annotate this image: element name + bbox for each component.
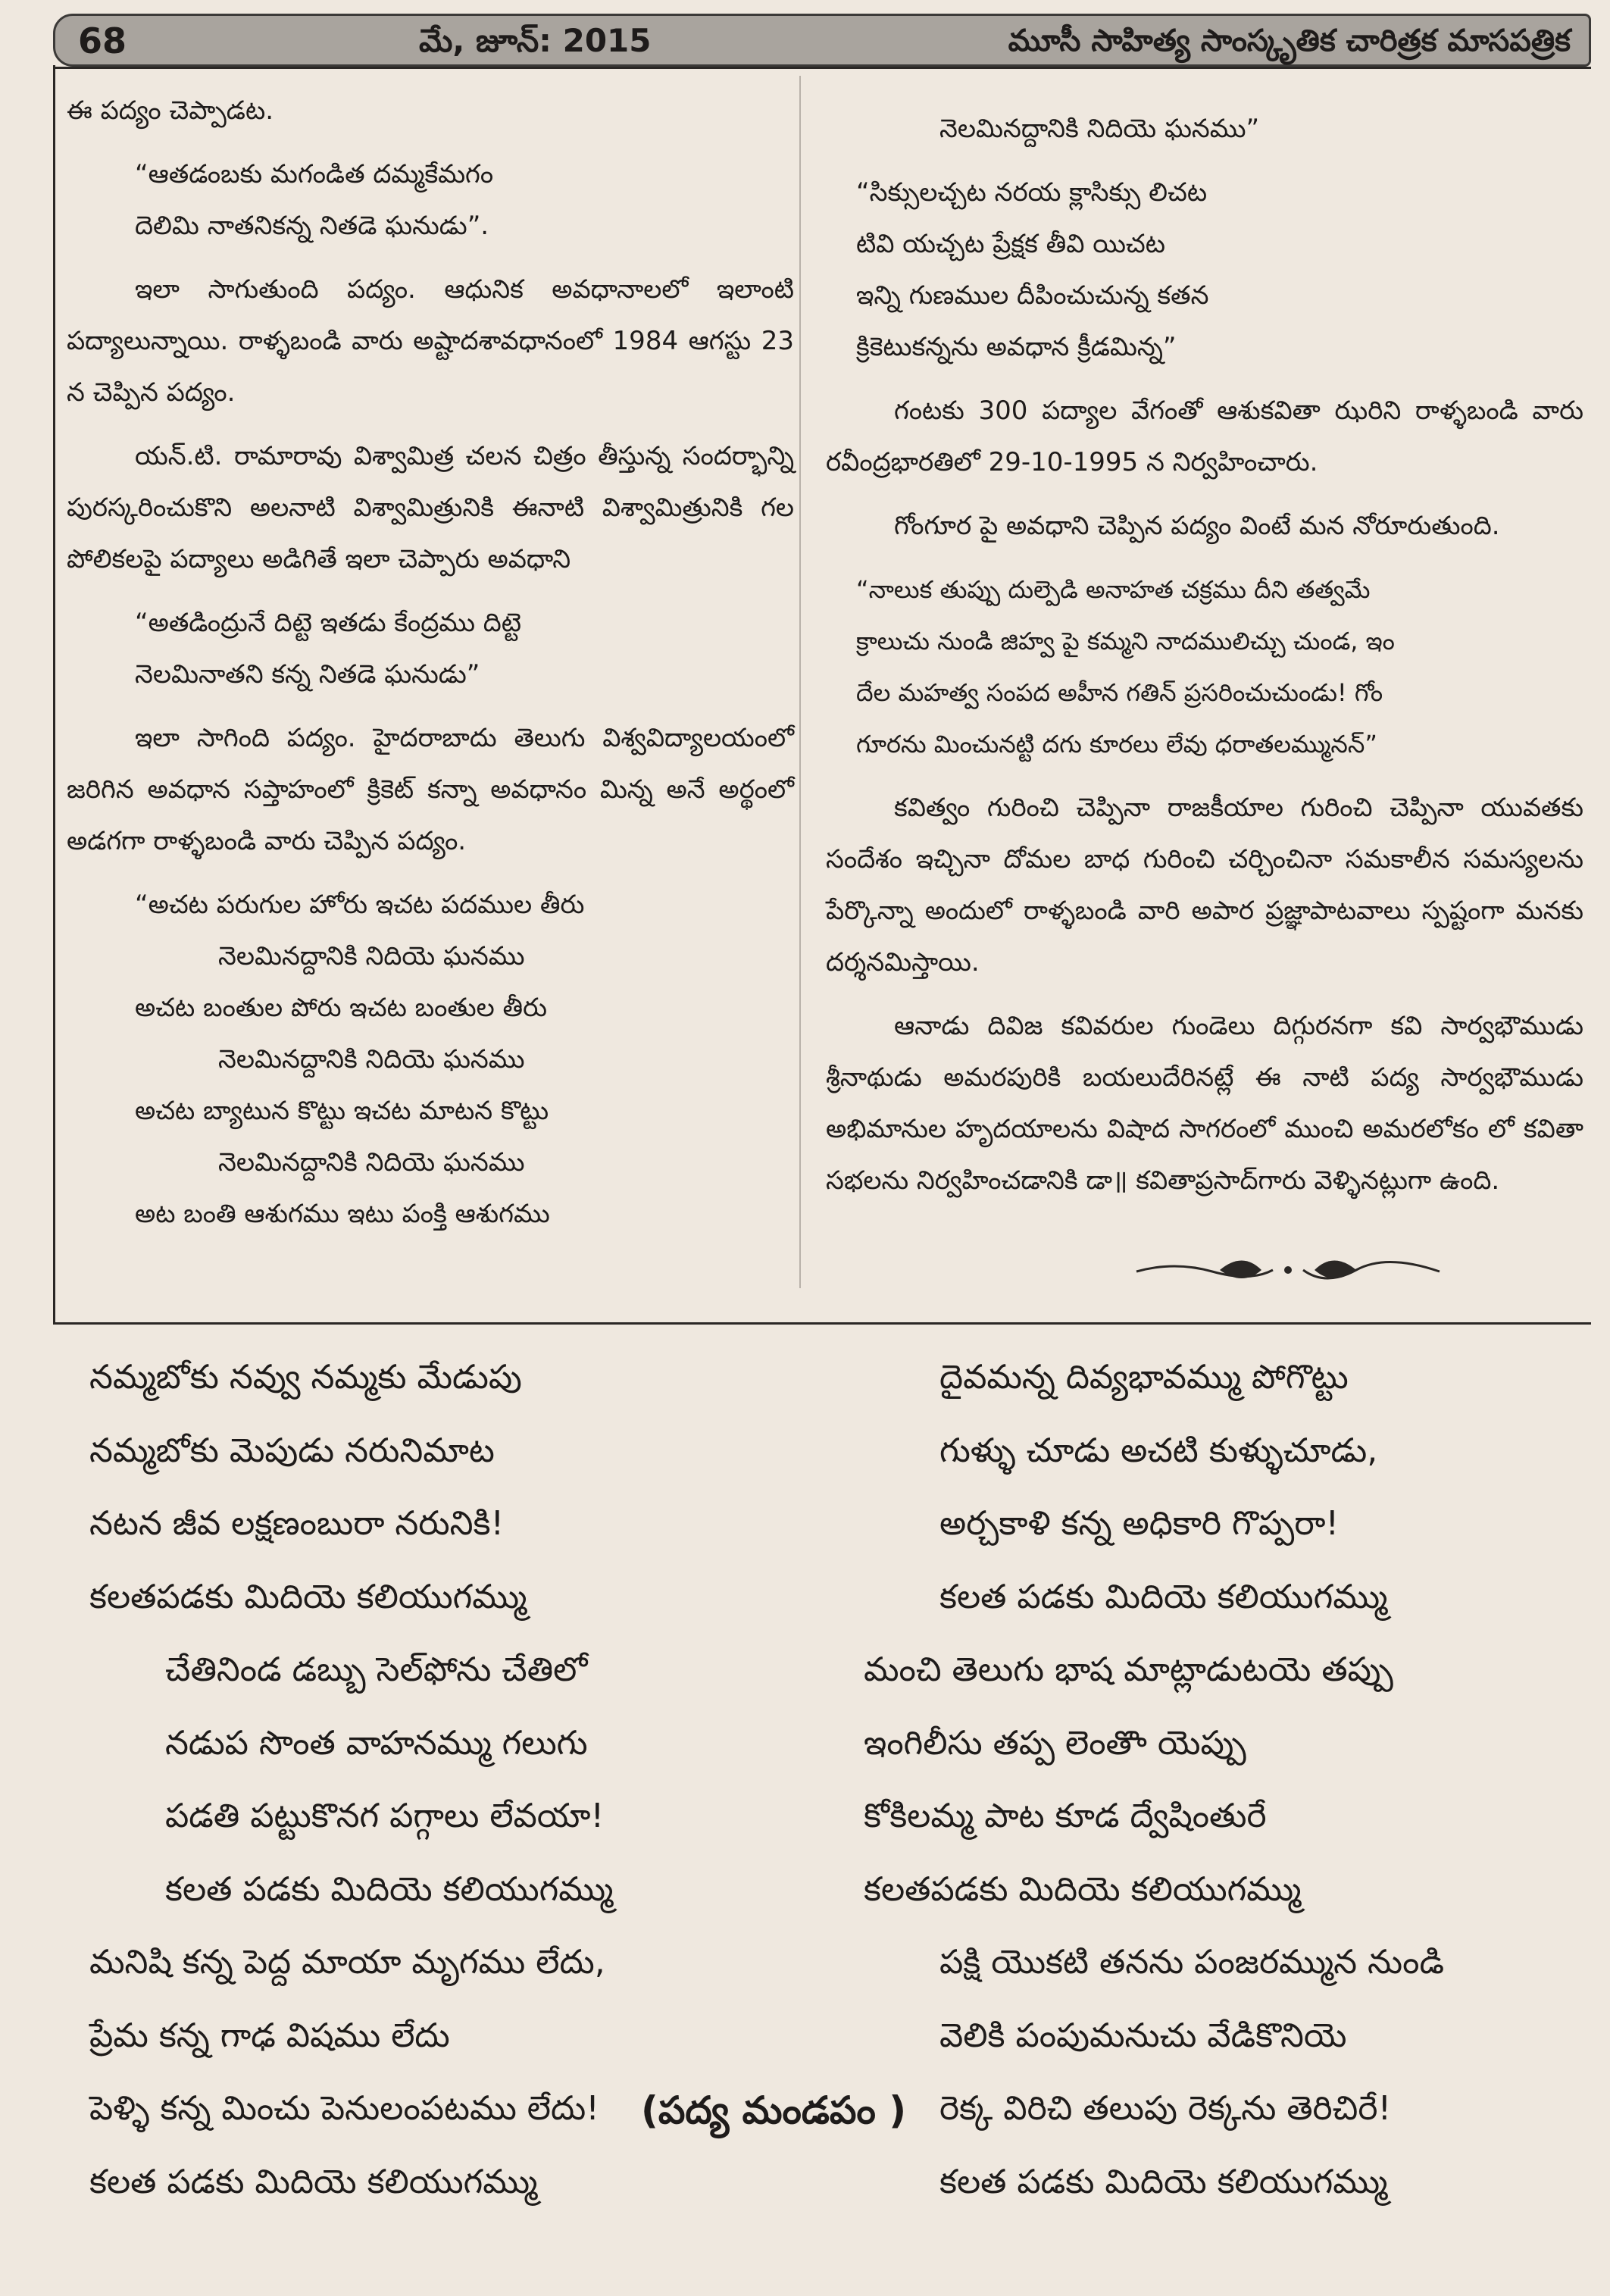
frame-top-border xyxy=(53,67,1591,69)
verse-line: టివి యచ్చట ప్రేక్షక తీవి యిచట xyxy=(856,229,1166,259)
poem-line: దైవమన్న దివ్యభావమ్ము పోగొట్టు xyxy=(939,1358,1349,1397)
verse-4 xyxy=(826,167,1583,373)
poem-line: గుళ్ళు చూడు అచటి కుళ్ళుచూడు, xyxy=(939,1431,1378,1470)
poem-line: మంచి తెలుగు భాష మాట్లాడుటయె తప్పు xyxy=(864,1650,1393,1689)
paragraph: ఇలా సాగింది పద్యం. హైదరాబాదు తెలుగు విశ్వవిద్యాలయంలో జరిగిన అవధాన సప్తాహంలో క్రికెట్ కన్నా అవధానం మిన్న అనే అర్థంలో అడగగా రాళ్ళబండి వారు చెప్పిన పద్యం. xyxy=(67,723,794,856)
left-column xyxy=(67,85,794,1252)
verse-line: క్రికెటుకన్నను అవధాన క్రీడమిన్న” xyxy=(856,332,1177,362)
poem-line: కోకిలమ్మ పాట కూడ ద్వేషింతురే xyxy=(864,1797,1267,1835)
verse-line: అచట బంతుల పోరు ఇచట బంతుల తీరు xyxy=(135,993,548,1023)
poem-line: నటన జీవ లక్షణంబురా నరునికి! xyxy=(89,1504,505,1543)
poem-line: పెళ్ళి కన్న మించు పెనులంపటము లేదు! xyxy=(89,2089,599,2128)
poem-line: నమ్మబోకు నవ్వు నమ్మకు మేడుపు xyxy=(89,1358,522,1397)
poem-line: చేతినిండ డబ్బు సెల్‌ఫోను చేతిలో xyxy=(165,1650,588,1689)
verse-2 xyxy=(67,597,794,700)
verse-line: గూరను మించునట్టి దగు కూరలు లేవు ధరాతలమ్మునన్” xyxy=(856,730,1377,759)
verse-line: దేల మహత్వ సంపద అహీన గతిన్ ప్రసరించుచుండు! గోం xyxy=(856,678,1383,707)
verse-line: “అచట పరుగుల హోరు ఇచట పదముల తీరు xyxy=(135,890,585,920)
issue-date: మే, జూన్: 2015 xyxy=(419,22,652,59)
poem-line: ప్రేమ కన్న గాఢ విషము లేదు xyxy=(89,2016,450,2055)
verse-line: “సిక్సులచ్చట నరయ క్లాసిక్సు లిచట xyxy=(856,177,1208,208)
poem-line: రెక్క విరిచి తలుపు రెక్కను తెరిచిరే! xyxy=(939,2089,1392,2128)
paragraph: ఆనాడు దివిజ కవివరుల గుండెలు దిగ్గురనగా కవి సార్వభౌముడు శ్రీనాథుడు అమరపురికి బయలుదేరినట్లే ఈ నాటి పద్య సార్వభౌముడు అభిమానుల హృదయాలను విషాద సాగరంలో ముంచి అమరలోకం లో కవితా సభలను నిర్వహించడానికి డా॥ కవితాప్రసాద్‌గారు వెళ్ళినట్లుగా ఉంది. xyxy=(826,1011,1583,1196)
magazine-title: మూసీ సాహిత్య సాంస్కృతిక చారిత్రక మాసపత్రిక xyxy=(1008,23,1571,58)
verse-line: అట బంతి ఆశుగము ఇటు పంక్తి ఆశుగము xyxy=(135,1199,550,1229)
verse-line: దెలిమి నాతనికన్న నితడె ఘనుడు”. xyxy=(135,211,489,241)
poem-line: కలతపడకు మిదియె కలియుగమ్ము xyxy=(89,1577,527,1616)
poem-line: కలత పడకు మిదియె కలియుగమ్ము xyxy=(165,1869,614,1909)
poem-line: వెలికి పంపుమనుచు వేడికొనియె xyxy=(939,2016,1347,2055)
verse-line: “అతడింద్రునే దిట్టె ఇతడు కేంద్రము దిట్టె xyxy=(135,608,522,638)
verse-continuation xyxy=(826,103,1583,155)
paragraph: యన్.టి. రామారావు విశ్వామిత్ర చలన చిత్రం తీస్తున్న సందర్భాన్ని పురస్కరించుకొని అలనాటి విశ్వామిత్రునికి ఈనాటి విశ్వామిత్రునికి గల పోలికలపై పద్యాలు అడిగితే ఇలా చెప్పారు అవధాని xyxy=(67,441,794,574)
paragraph: ఇలా సాగుతుంది పద్యం. ఆధునిక అవధానాలలో ఇలాంటి పద్యాలున్నాయి. రాళ్ళబండి వారు అష్టాదశావధానంలో 1984 ఆగస్టు 23 న చెప్పిన పద్యం. xyxy=(67,274,794,408)
right-column xyxy=(826,103,1583,1218)
verse-line: నెలమినద్దానికి నిదియె ఘనము xyxy=(218,941,525,971)
poem-left-column xyxy=(89,1341,771,2219)
poem-line: నమ్మబోకు మెపుడు నరునిమాట xyxy=(89,1431,495,1470)
verse-line: నెలమినాతని కన్న నితడె ఘనుడు” xyxy=(135,659,480,690)
poem-line: కలత పడకు మిదియె కలియుగమ్ము xyxy=(939,1577,1388,1616)
verse-3 xyxy=(67,879,794,1240)
poem-line: కలతపడకు మిదియె కలియుగమ్ము xyxy=(864,1869,1302,1909)
poem-right-column xyxy=(864,1341,1546,2219)
poem-line: పక్షి యొకటి తనను పంజరమ్మున నుండి xyxy=(939,1943,1445,1982)
poem-line: అర్చకాళి కన్న అధికారి గొప్పరా! xyxy=(939,1504,1340,1543)
verse-line: “నాలుక తుప్పు దుల్పెడి అనాహత చక్రము దీని తత్వమే xyxy=(856,575,1371,604)
verse-line: నెలమినద్దానికి నిదియె ఘనము” xyxy=(939,114,1260,144)
poem-line: ఇంగిలీసు తప్ప లెంతొా యెప్పు xyxy=(864,1723,1246,1763)
poem-line: మనిషి కన్న పెద్ద మాయా మృగము లేదు, xyxy=(89,1943,605,1982)
poem-line: పడతి పట్టుకొనగ పగ్గాలు లేవయా! xyxy=(165,1797,605,1835)
poem-line: నడుప సొంత వాహనమ్ము గలుగు xyxy=(165,1723,588,1763)
poem-line: కలత పడకు మిదియె కలియుగమ్ము xyxy=(89,2162,538,2201)
frame-left-border xyxy=(53,65,55,1323)
verse-line: నెలమినద్దానికి నిదియె ఘనము xyxy=(218,1044,525,1074)
verse-line: అచట బ్యాటున కొట్టు ఇచట మాటన కొట్టు xyxy=(135,1096,549,1126)
verse-line: “ఆతడంబకు మగండిత దమ్మకేమగం xyxy=(135,159,494,189)
intro-line: ఈ పద్యం చెప్పాడట. xyxy=(67,95,274,126)
paragraph: గోంగూర పై అవధాని చెప్పిన పద్యం వింటే మన నోరూరుతుంది. xyxy=(894,511,1500,541)
paragraph: గంటకు 300 పద్యాల వేగంతో ఆశుకవితా ఝరిని రాళ్ళబండి వారు రవీంద్రభారతిలో 29-10-1995 న నిర్వహించారు. xyxy=(826,396,1583,477)
page-header xyxy=(53,14,1591,67)
paragraph: కవిత్వం గురించి చెప్పినా రాజకీయాల గురించి చెప్పినా యువతకు సందేశం ఇచ్చినా దోమల బాధ గురించి చర్చించినా సమకాలీన సమస్యలను పేర్కొన్నా అందులో రాళ్ళబండి వారి అపార ప్రజ్ఞాపాటవాలు స్పష్టంగా మనకు దర్శనమిస్తాయి. xyxy=(826,793,1583,978)
page-number: 68 xyxy=(78,20,127,61)
section-divider xyxy=(53,1322,1591,1325)
ornament-divider-icon xyxy=(1129,1247,1447,1293)
verse-line: నెలమినద్దానికి నిదియె ఘనము xyxy=(218,1147,525,1178)
poem-source: (పద్య మండపం ) xyxy=(641,2088,907,2132)
poem-line: కలత పడకు మిదియె కలియుగమ్ము xyxy=(939,2162,1388,2201)
verse-1 xyxy=(67,149,794,252)
verse-line: క్రాలుచు నుండి జిహ్వ పై కమ్మని నాదములిచ్చు చుండ, ఇం xyxy=(856,627,1395,655)
verse-line: ఇన్ని గుణముల దీపించుచున్న కతన xyxy=(856,280,1209,311)
column-divider xyxy=(799,76,801,1288)
verse-5 xyxy=(826,564,1583,770)
